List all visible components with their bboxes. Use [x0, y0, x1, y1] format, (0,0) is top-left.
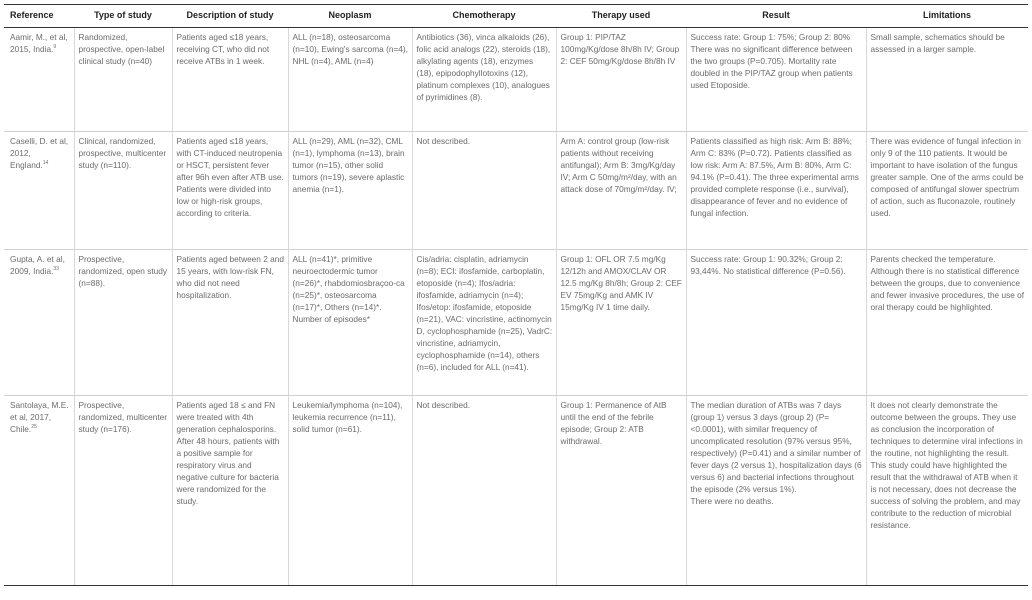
citation-number: 9	[53, 44, 57, 51]
cell-type-of-study: Clinical, randomized, prospective, multicenter study (n=110).	[74, 132, 172, 250]
cell-therapy-used: Arm A: control group (low-risk patients without receiving antifungal); Arm B: 3mg/Kg/day IV; Arm C 50mg/m²/day, with an attack dose of 70mg/m²/day. IV;	[556, 132, 686, 250]
cell-chemotherapy: Not described.	[412, 132, 556, 250]
studies-table	[4, 4, 1028, 586]
cell-therapy-used: Group 1: PIP/TAZ 100mg/Kg/dose 8h/8h IV; Group 2: CEF 50mg/Kg/dose 8h/8h IV	[556, 28, 686, 132]
cell-type-of-study: Prospective, randomized, open study (n=88).	[74, 250, 172, 396]
cell-chemotherapy: Cis/adria: cisplatin, adriamycin (n=8); ECI: ifosfamide, carboplatin, etoposide (n=4); Ifos/adria: ifosfamide, adriamycin (n=4); Ifos/etop: ifosfamide, etoposide (n=21), VAC: vincristine, actinomycin D, cyclophosphamide (n=25), VadrC: vincristine, adriamycin, cyclophosphamide (n=14), others (n=6), included for ALL (n=41).	[412, 250, 556, 396]
cell-reference: Caselli, D. et al, 2012, England.$^{14}$	[4, 132, 74, 250]
cell-result: Patients classified as high risk: Arm B: 88%; Arm C: 83% (P=0.72). Patients classified as low risk: Arm A: 87.5%, Arm B: 80%, Arm C: 94.1% (P=0.41). The three experimental arms provided complete response (i.e., survival), disappearance of fever and no evidence of fungal infection.	[686, 132, 866, 250]
cell-description: Patients aged 18 ≤ and FN were treated with 4th generation cephalosporins. After 48 hours, patients with a positive sample for respiratory virus and negative culture for bacteria were randomized for the study.	[172, 396, 288, 586]
header-reference: Reference	[4, 5, 74, 28]
cell-limitations: Parents checked the temperature. Although there is no statistical difference between the groups, due to convenience and fewer invasive procedures, the use of oral therapy could be highlighted.	[866, 250, 1028, 396]
table-row	[4, 28, 1028, 132]
cell-description: Patients aged ≤18 years, with CT-induced neutropenia or HSCT, persistent fever after 96h even after ATB use. Patients were divided into low or high-risk groups, according to criteria.	[172, 132, 288, 250]
cell-limitations: There was evidence of fungal infection in only 9 of the 110 patients. It would be important to have isolation of the fungus greater sample. One of the arms could be composed of antifungal slower spectrum of action, such as fluconazole, routinely used.	[866, 132, 1028, 250]
cell-limitations: It does not clearly demonstrate the outcome between the groups. They use as conclusion the incorporation of techniques to determine viral infections in the routine, not highlighting the result. This study could have highlighted the result that the withdrawal of ATB when it is not necessary, does not decrease the success of solving the problem, and may contribute to the reduction of microbial resistance.	[866, 396, 1028, 586]
citation-number: 25	[31, 424, 37, 431]
header-limitations: Limitations	[866, 5, 1028, 28]
table-row	[4, 250, 1028, 396]
header-type-of-study: Type of study	[74, 5, 172, 28]
cell-neoplasm: ALL (n=29), AML (n=32), CML (n=1), lymphoma (n=13), brain tumor (n=15), other solid tumors (n=19), severe aplastic anemia (n=1).	[288, 132, 412, 250]
cell-chemotherapy: Not described.	[412, 396, 556, 586]
cell-neoplasm: ALL (n=18), osteosarcoma (n=10), Ewing's sarcoma (n=4), NHL (n=4), AML (n=4)	[288, 28, 412, 132]
cell-reference: Santolaya, M.E. et al, 2017, Chile.$^{25}$	[4, 396, 74, 586]
cell-chemotherapy: Antibiotics (36), vinca alkaloids (26), folic acid analogs (22), steroids (18), alkylating agents (18), enzymes (18), epipodophyllotoxins (12), platinum complexes (10), analogues of pyrimidines (8).	[412, 28, 556, 132]
header-therapy-used: Therapy used	[556, 5, 686, 28]
header-chemotherapy: Chemotherapy	[412, 5, 556, 28]
cell-description: Patients aged ≤18 years, receiving CT, who did not receive ATBs in 1 week.	[172, 28, 288, 132]
result-note: There were no deaths.	[690, 496, 774, 506]
table-row	[4, 396, 1028, 586]
cell-result: The median duration of ATBs was 7 days (group 1) versus 3 days (group 2) (P=<0.0001), with similar frequency of uncomplicated resolution (97% versus 95%, respectively) (P=0.41) and a similar number of fever days (2 versus 1), hospitalization days (6 versus 6) and bacterial infections throughout the episode (2% versus 1%). There were no deaths.	[686, 396, 866, 586]
cell-reference: Aamir, M., et al, 2015, India.$^9$	[4, 28, 74, 132]
table-row	[4, 132, 1028, 250]
cell-type-of-study: Prospective, randomized, multicenter study (n=176).	[74, 396, 172, 586]
cell-type-of-study: Randomized, prospective, open-label clinical study (n=40)	[74, 28, 172, 132]
cell-description: Patients aged between 2 and 15 years, with low-risk FN, who did not need hospitalization.	[172, 250, 288, 396]
citation-number: 33	[53, 266, 59, 273]
cell-neoplasm: ALL (n=41)*, primitive neuroectodermic tumor (n=26)*, rhabdomiosbraçoo-ca (n=25)*, osteosarcoma (n=17)*, Others (n=14)*. Number of episodes*	[288, 250, 412, 396]
header-row	[4, 5, 1028, 28]
cell-reference: Gupta, A. et al, 2009, India.$^{33}$	[4, 250, 74, 396]
header-result: Result	[686, 5, 866, 28]
cell-result: Success rate: Group 1: 75%; Group 2: 80% There was no significant difference between the two groups (P=0.705). Mortality rate doubled in the PIP/TAZ group when patients used Etoposide.	[686, 28, 866, 132]
citation-number: 14	[42, 160, 49, 167]
cell-result: Success rate: Group 1: 90.32%; Group 2: 93,44%. No statistical difference (P=0.56).	[686, 250, 866, 396]
header-neoplasm: Neoplasm	[288, 5, 412, 28]
cell-neoplasm: Leukemia/lymphoma (n=104), leukemia recurrence (n=11), solid tumor (n=61).	[288, 396, 412, 586]
header-description: Description of study	[172, 5, 288, 28]
cell-limitations: Small sample, schematics should be assessed in a larger sample.	[866, 28, 1028, 132]
cell-therapy-used: Group 1: OFL OR 7.5 mg/Kg 12/12h and AMOX/CLAV OR 12.5 mg/Kg 8h/8h; Group 2: CEF EV 75mg/Kg and AMK IV 15mg/Kg IV 1 time daily.	[556, 250, 686, 396]
cell-therapy-used: Group 1: Permanence of AtB until the end of the febrile episode; Group 2: ATB withdrawal.	[556, 396, 686, 586]
